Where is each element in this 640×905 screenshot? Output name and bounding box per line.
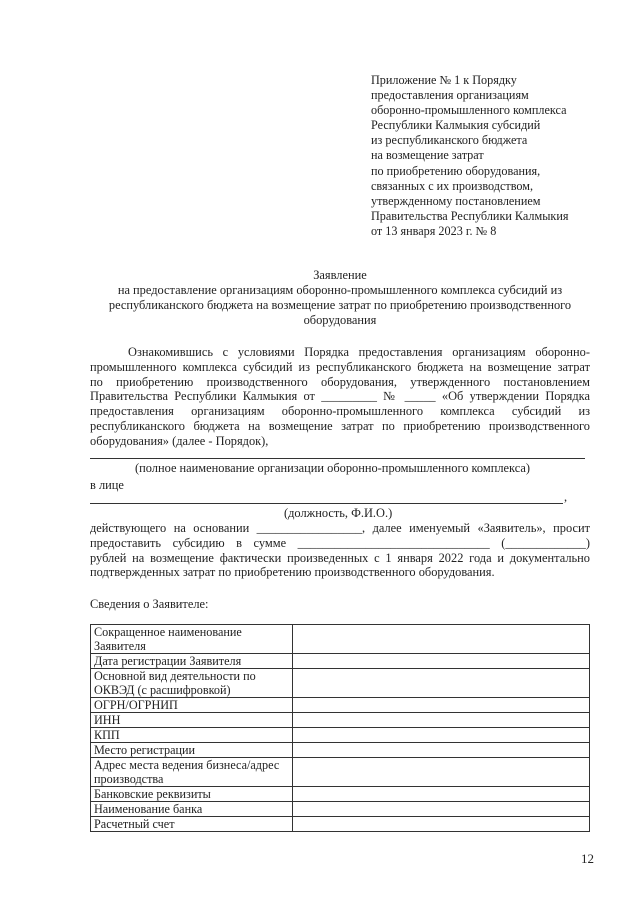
appendix-line: по приобретению оборудования, [371, 163, 541, 178]
row-label: Дата регистрации Заявителя [91, 654, 293, 669]
intro-line: по приобретению производственного оборудования, утвержденного постановлением [90, 374, 590, 389]
document-subtitle-line: на предоставление организациям оборонно-промышленного комплекса субсидий из [117, 283, 563, 297]
basis-line: действующего на основании _________________, далее именуемый «Заявитель», просит [90, 521, 590, 535]
row-value[interactable] [293, 713, 590, 728]
row-value[interactable] [293, 817, 590, 832]
appendix-line: Правительства Республики Калмыкия [371, 208, 569, 223]
row-value[interactable] [293, 787, 590, 802]
row-label: Банковские реквизиты [91, 787, 293, 802]
row-value[interactable] [293, 802, 590, 817]
applicant-info-table [90, 624, 590, 832]
intro-line: оборудования» (далее - Порядок), [90, 433, 269, 448]
appendix-line: Республики Калмыкия субсидий [371, 118, 541, 133]
appendix-line: оборонно-промышленного комплекса [371, 103, 567, 118]
position-caption: (должность, Ф.И.О.) [284, 506, 393, 520]
in-person-label: в лице [90, 478, 124, 492]
table-row [91, 625, 590, 654]
table-row [91, 743, 590, 758]
row-label: Наименование банка [91, 802, 293, 817]
document-title: Заявление [313, 268, 367, 282]
row-value[interactable] [293, 743, 590, 758]
row-value[interactable] [293, 698, 590, 713]
intro-line: предоставления организациям оборонно-промышленного комплекса субсидий из [90, 404, 590, 419]
row-label: Место регистрации [91, 743, 293, 758]
table-row [91, 713, 590, 728]
intro-line: республиканского бюджета на возмещение затрат по приобретению производственного [90, 418, 590, 433]
row-value[interactable] [293, 654, 590, 669]
row-value[interactable] [293, 728, 590, 743]
appendix-line: Приложение № 1 к Порядку [371, 73, 517, 87]
table-row [91, 698, 590, 713]
row-label: Сокращенное наименование Заявителя [91, 625, 293, 654]
table-row [91, 654, 590, 669]
table-row [91, 758, 590, 787]
basis-line: предоставить субсидию в сумме _______________________________ (_____________) [90, 535, 590, 550]
table-row [91, 728, 590, 743]
row-value[interactable] [293, 758, 590, 787]
table-row [91, 817, 590, 832]
appendix-note [371, 73, 631, 239]
page-number: 12 [581, 851, 594, 866]
row-label: Адрес места ведения бизнеса/адрес производства [91, 758, 293, 787]
appendix-line: предоставления организациям [371, 88, 529, 103]
intro-line: промышленного комплекса субсидий из республиканского бюджета на возмещение затрат [90, 359, 590, 374]
intro-paragraph [90, 345, 590, 449]
intro-line: Правительства Республики Калмыкия от _________ № _____ «Об утверждении Порядка [90, 389, 590, 404]
appendix-line: на возмещение затрат [371, 148, 484, 163]
document-subtitle-line: оборудования [303, 313, 377, 327]
appendix-line: связанных с их производством, [371, 178, 534, 193]
row-label: КПП [91, 728, 293, 743]
document-subtitle-line: республиканского бюджета на возмещение затрат по приобретению производственного [108, 298, 572, 312]
row-label: ИНН [91, 713, 293, 728]
intro-line: Ознакомившись с условиями Порядка предоставления организациям оборонно- [128, 345, 590, 359]
appendix-line: утвержденному постановлением [371, 193, 541, 208]
org-name-field-line[interactable] [90, 458, 585, 459]
row-label: Расчетный счет [91, 817, 293, 832]
comma: , [564, 490, 568, 504]
basis-line: рублей на возмещение фактически произведенных с 1 января 2022 года и документально [90, 550, 590, 565]
row-label: ОГРН/ОГРНИП [91, 698, 293, 713]
table-row [91, 802, 590, 817]
applicant-heading: Сведения о Заявителе: [90, 597, 209, 611]
basis-line: подтвержденных затрат по приобретению производственного оборудования. [90, 565, 495, 580]
table-row [91, 787, 590, 802]
position-field-line[interactable] [90, 503, 563, 504]
row-label: Основной вид деятельности по ОКВЭД (с расшифровкой) [91, 669, 293, 698]
org-name-caption: (полное наименование организации оборонно-промышленного комплекса) [135, 461, 530, 475]
row-value[interactable] [293, 669, 590, 698]
row-value[interactable] [293, 625, 590, 654]
appendix-line: из республиканского бюджета [371, 133, 528, 148]
table-row [91, 669, 590, 698]
basis-paragraph [90, 521, 590, 580]
appendix-line: от 13 января 2023 г. № 8 [371, 223, 497, 238]
